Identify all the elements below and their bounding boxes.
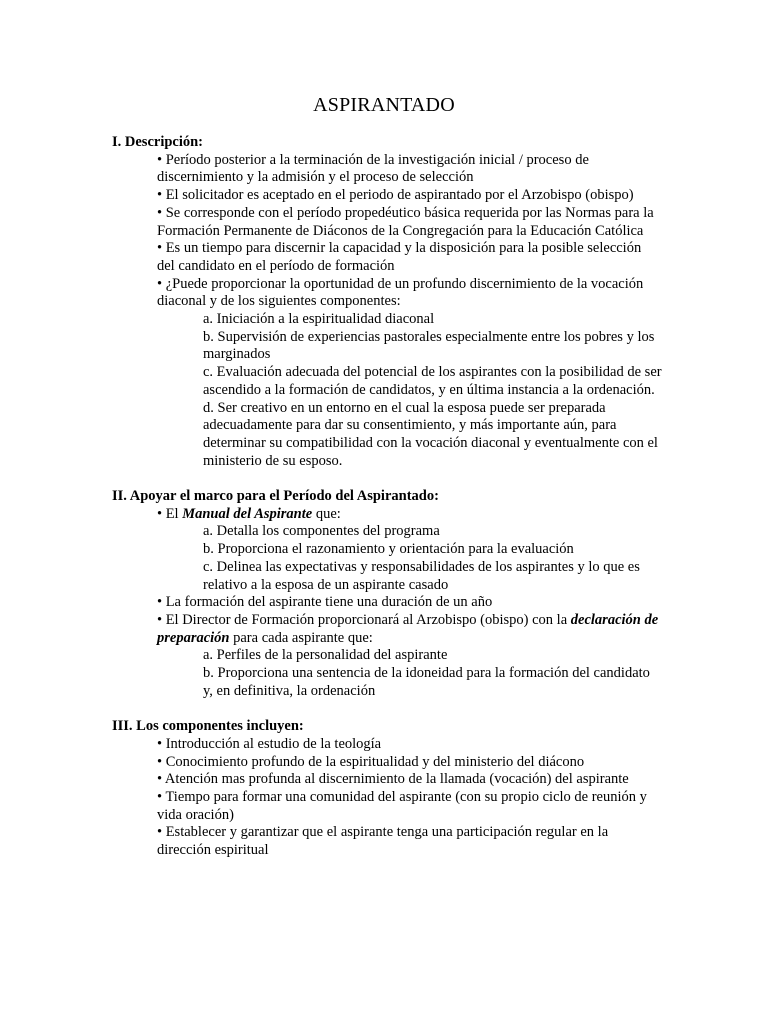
bullet-item (157, 506, 662, 524)
section-heading: III. Los componentes incluyen: (112, 718, 304, 735)
section-marco (112, 488, 664, 700)
bullet-text: • El Director de Formación proporcionará al Arzobispo (obispo) con la (157, 611, 571, 628)
bullet-item: • Se corresponde con el período propedéutico básica requerida por las Normas para la Formación Permanente de Diáconos de la Congregación para la Educación Católica (157, 204, 654, 239)
section-heading: I. Descripción: (112, 134, 204, 150)
sub-item: b. Proporciona una sentencia de la idoneidad para la formación del candidato y, en definitiva, la ordenación (203, 665, 650, 699)
bullet-item: • Atención mas profunda al discernimiento de la llamada (vocación) del aspirante (157, 771, 629, 788)
document-body (112, 134, 664, 877)
bullet-text: que: (312, 505, 341, 522)
sub-item: c. Delinea las expectativas y responsabilidades de los aspirantes y lo que es relativo a la esposa de un aspirante casado (203, 558, 640, 593)
sub-item: d. Ser creativo en un entorno en el cual la esposa puede ser preparada adecuadamente para dar su consentimiento, y más importante aún, para determinar su compatibilidad con la vocación diaconal y eventualmente con el ministerio de su esposo. (203, 399, 658, 469)
bullet-item (157, 612, 662, 647)
bullet-item: • Período posterior a la terminación de la investigación inicial / proceso de discernimiento y la admisión y el proceso de selección (157, 151, 589, 186)
bullet-item: • Es un tiempo para discernir la capacidad y la disposición para la posible selección del candidato en el período de formación (157, 240, 642, 274)
bullet-item: • El solicitador es aceptado en el periodo de aspirantado por el Arzobispo (obispo) (157, 187, 634, 204)
bullet-item: • ¿Puede proporcionar la oportunidad de un profundo discernimiento de la vocación diaconal y de los siguientes componentes: (157, 275, 644, 310)
bullet-text: para cada aspirante que: (229, 629, 373, 646)
bullet-item: • La formación del aspirante tiene una duración de un año (157, 594, 493, 611)
manual-title: Manual del Aspirante (182, 505, 313, 522)
sub-item: b. Supervisión de experiencias pastorales especialmente entre los pobres y los marginados (203, 328, 655, 363)
section-heading: II. Apoyar el marco para el Período del Aspirantado: (112, 488, 439, 505)
bullet-text: • El (157, 505, 183, 522)
section-componentes (112, 718, 664, 860)
declaration-title: declaración de preparación (157, 611, 659, 646)
section-descripcion (112, 134, 664, 470)
bullet-item: • Conocimiento profundo de la espiritualidad y del ministerio del diácono (157, 753, 585, 770)
sub-item: a. Perfiles de la personalidad del aspirante (203, 647, 448, 664)
bullet-item: • Establecer y garantizar que el aspirante tenga una participación regular en la dirección espiritual (157, 824, 609, 859)
sub-item: c. Evaluación adecuada del potencial de los aspirantes con la posibilidad de ser ascendido a la formación de candidatos, y en última instancia a la ordenación. (203, 364, 662, 398)
bullet-item: • Tiempo para formar una comunidad del aspirante (con su propio ciclo de reunión y vida oración) (157, 788, 647, 823)
document-title: ASPIRANTADO (313, 94, 455, 116)
sub-item: b. Proporciona el razonamiento y orientación para la evaluación (203, 541, 574, 558)
sub-item: a. Iniciación a la espiritualidad diaconal (203, 311, 435, 328)
sub-item: a. Detalla los componentes del programa (203, 523, 440, 540)
bullet-item: • Introducción al estudio de la teología (157, 735, 382, 752)
